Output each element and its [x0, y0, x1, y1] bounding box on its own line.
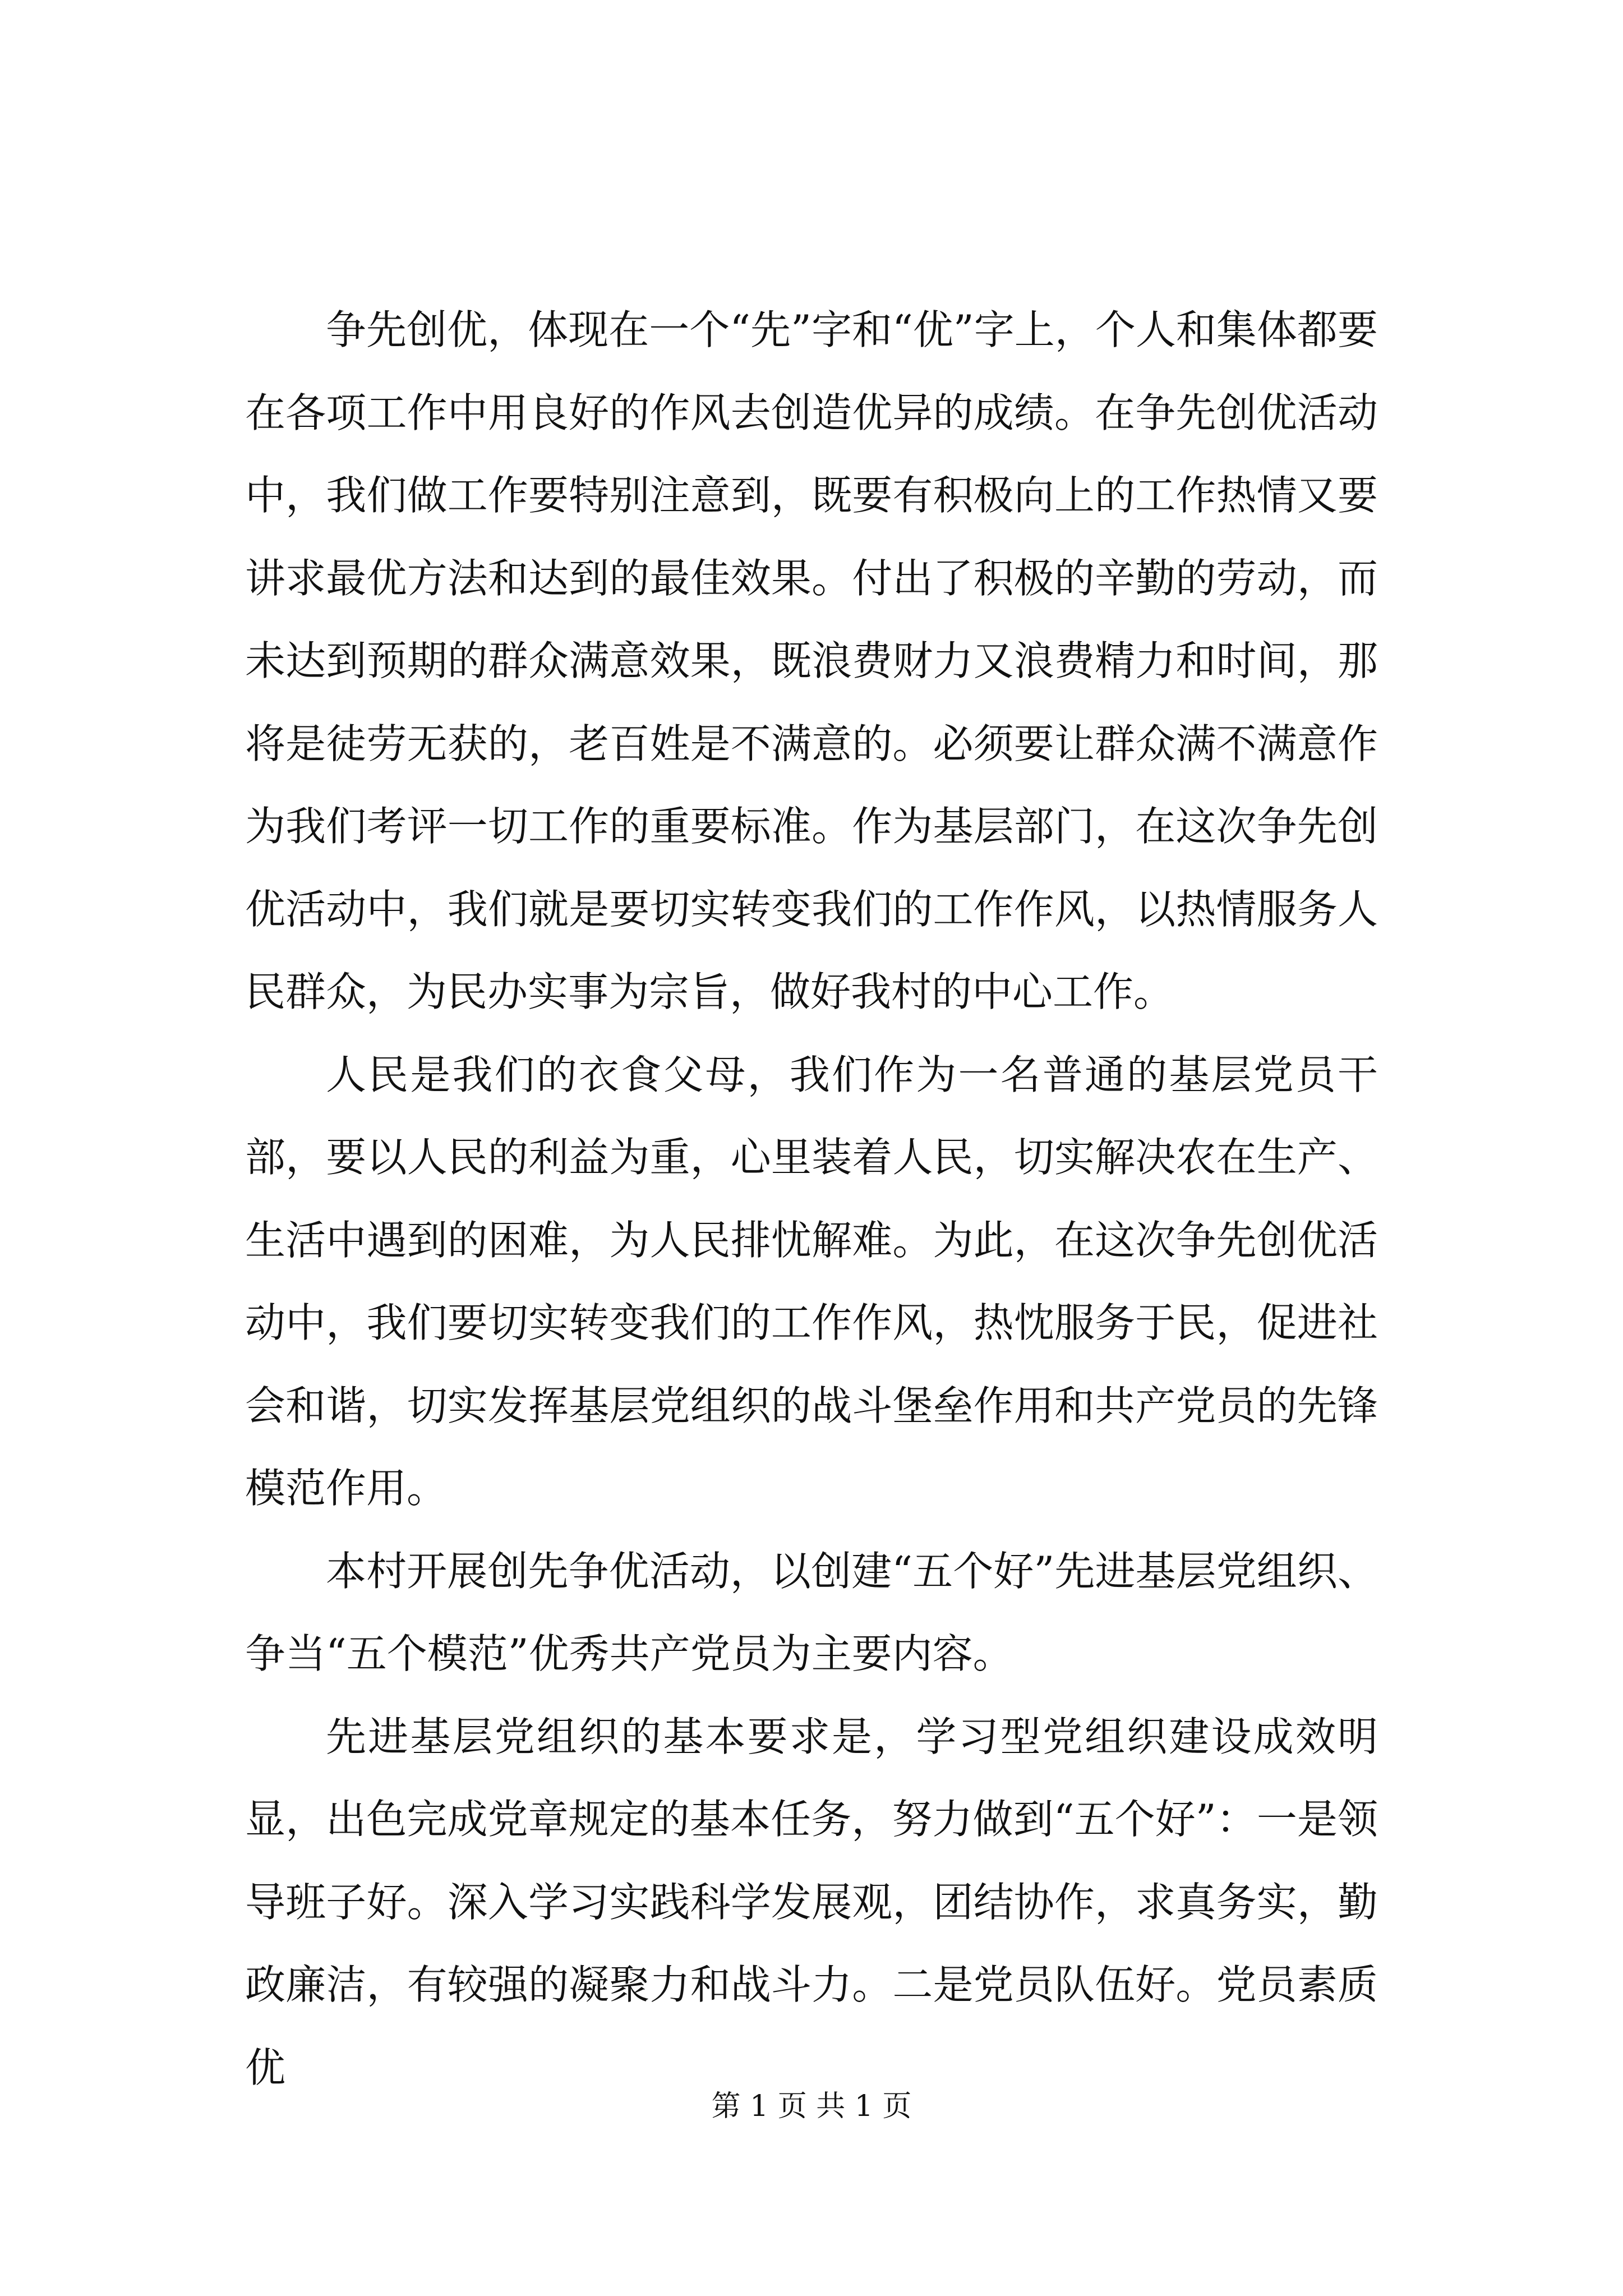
paragraph-2: 人民是我们的衣食父母，我们作为一名普通的基层党员干部，要以人民的利益为重，心里装着人民，切实解决农在生产、生活中遇到的困难，为人民排忧解难。为此，在这次争先创优活动中，我们要切实转变我们的工作作风，热忱服务于民，促进社会和谐，切实发挥基层党组织的战斗堡垒作用和共产党员的先锋模范作用。: [245, 1051, 1378, 1512]
document-body: [245, 289, 1378, 2109]
paragraph-4: 先进基层党组织的基本要求是，学习型党组织建设成效明显，出色完成党章规定的基本任务，努力做到“五个好”：一是领导班子好。深入学习实践科学发展观，团结协作，求真务实，勤政廉洁，有较强的凝聚力和战斗力。二是党员队伍好。党员素质优: [245, 1713, 1378, 2091]
paragraph-1: 争先创优，体现在一个“先”字和“优”字上，个人和集体都要在各项工作中用良好的作风去创造优异的成绩。在争先创优活动中，我们做工作要特别注意到，既要有积极向上的工作热情又要讲求最优方法和达到的最佳效果。付出了积极的辛勤的劳动，而未达到预期的群众满意效果，既浪费财力又浪费精力和时间，那将是徒劳无获的，老百姓是不满意的。必须要让群众满不满意作为我们考评一切工作的重要标准。作为基层部门，在这次争先创优活动中，我们就是要切实转变我们的工作作风，以热情服务人民群众，为民办实事为宗旨，做好我村的中心工作。: [245, 306, 1378, 1015]
paragraph-3: 本村开展创先争优活动，以创建“五个好”先进基层党组织、争当“五个模范”优秀共产党员为主要内容。: [245, 1547, 1378, 1677]
page-footer: 第 1 页 共 1 页: [711, 2090, 912, 2123]
